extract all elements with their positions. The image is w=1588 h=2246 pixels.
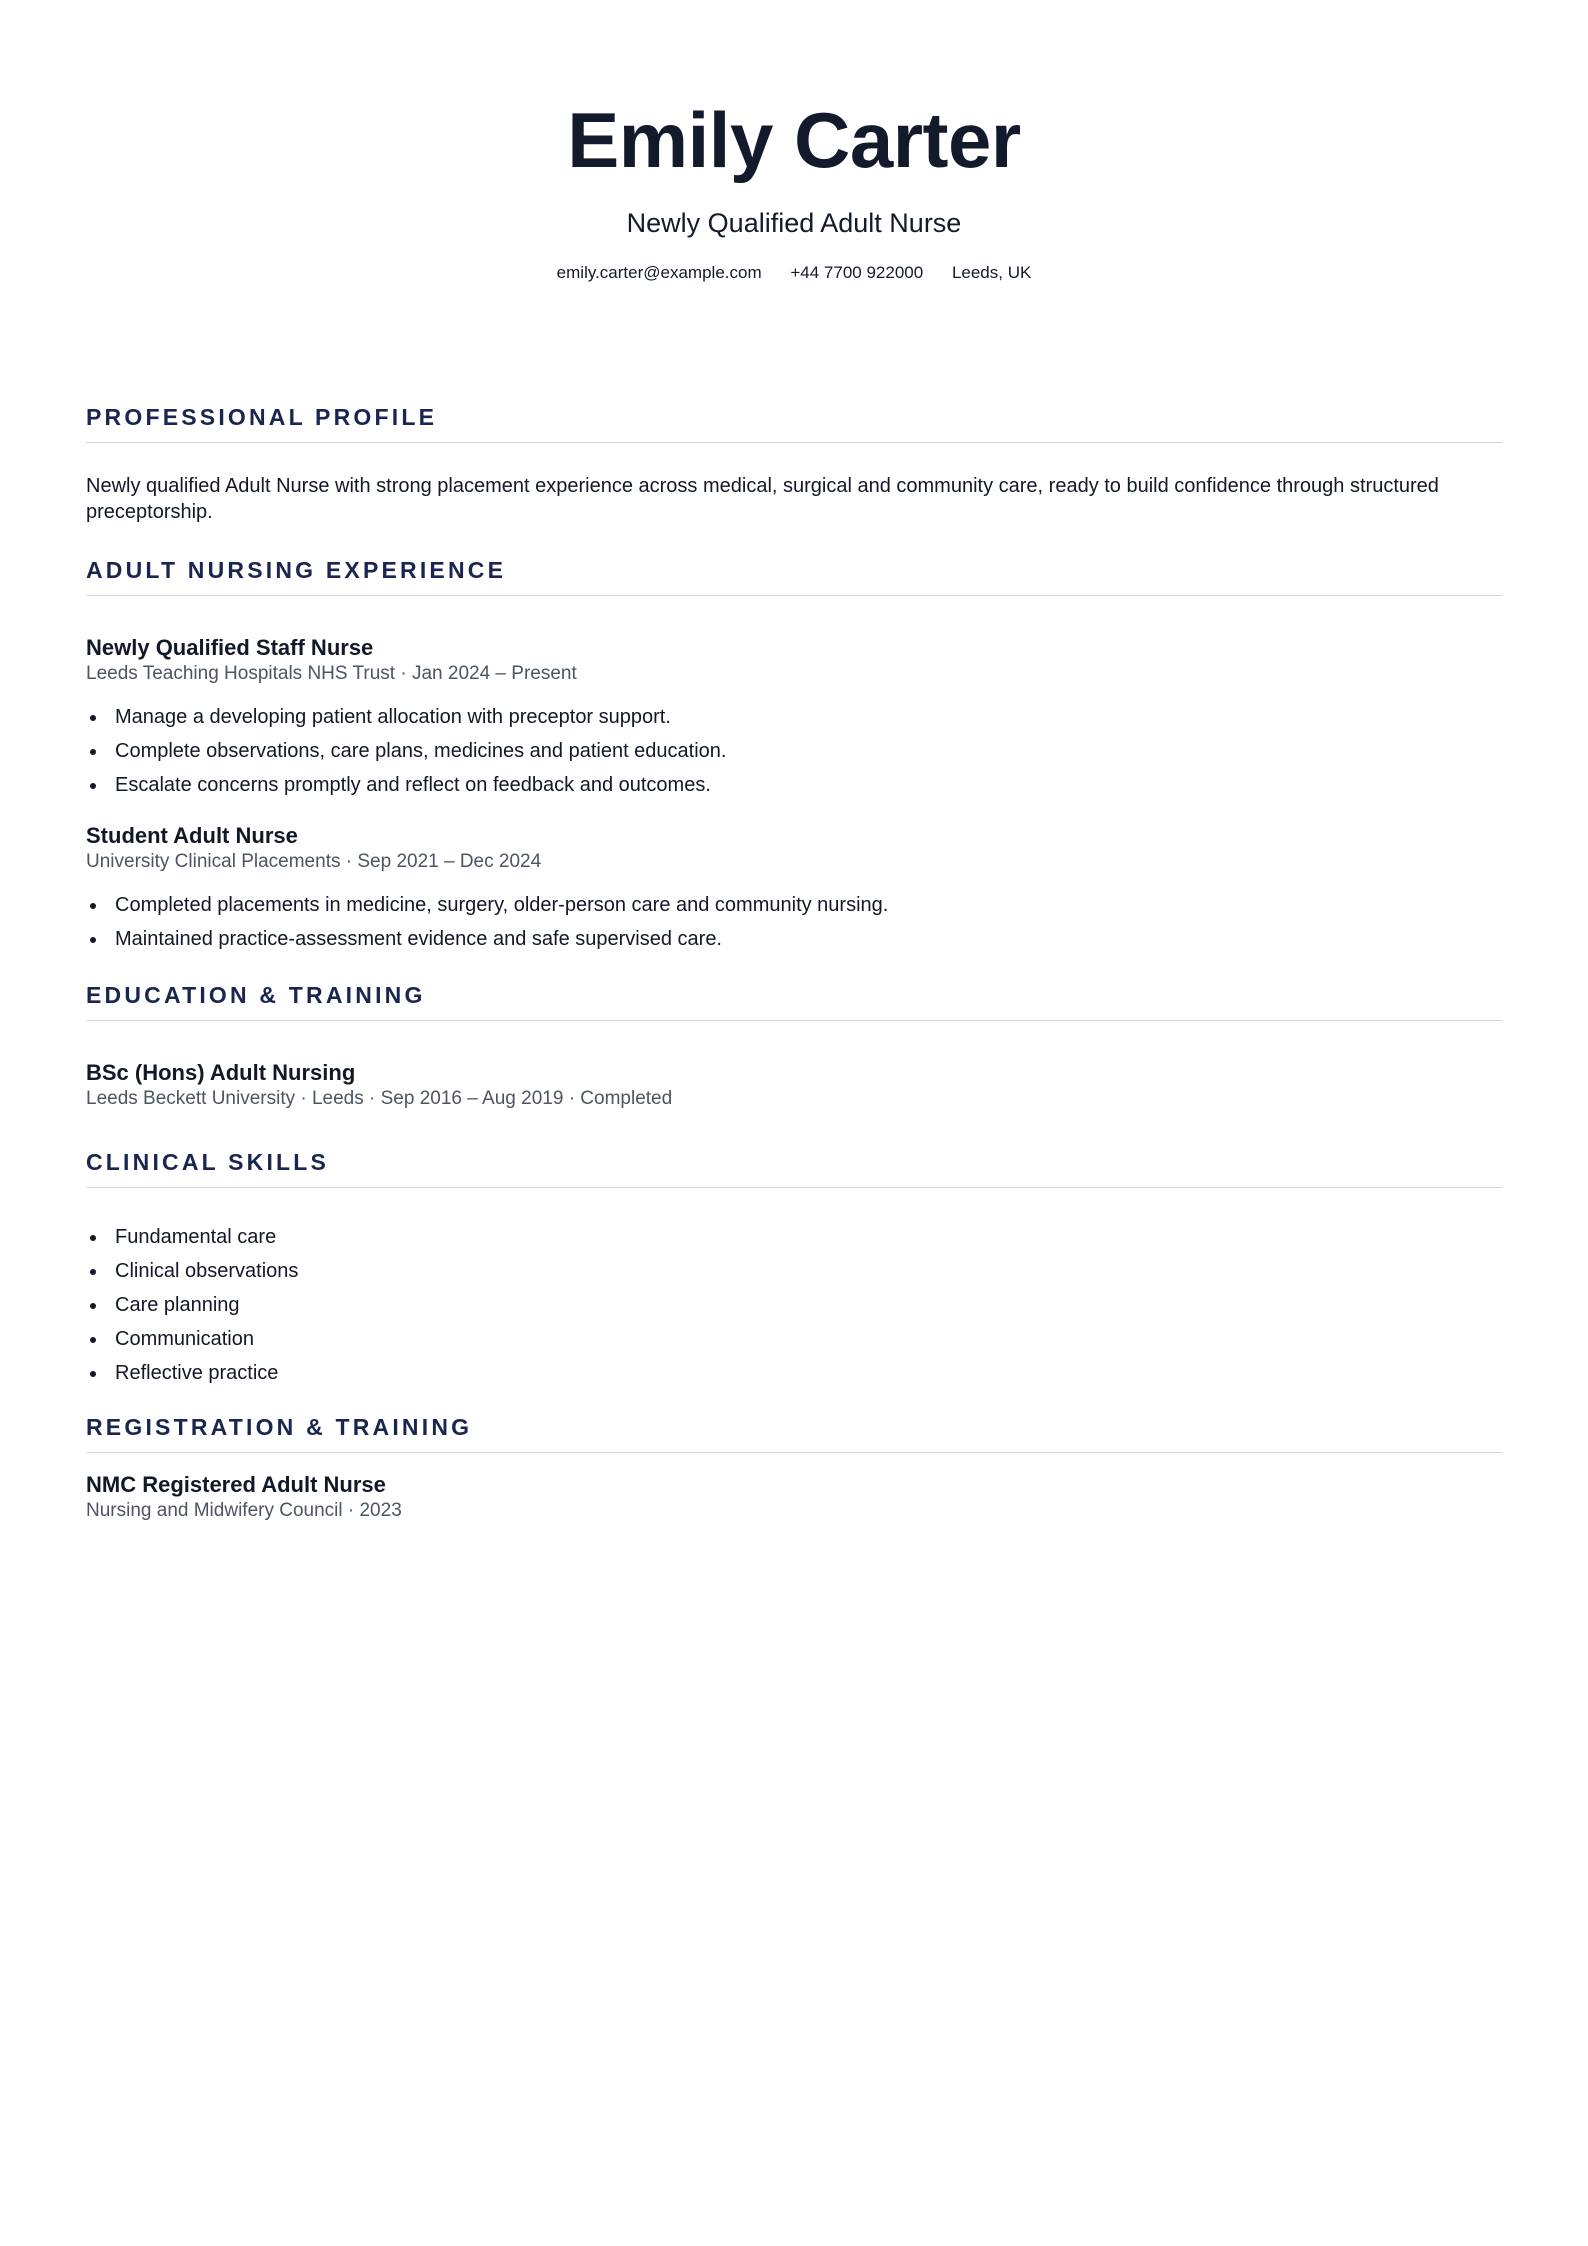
entry-meta: Leeds Teaching Hospitals NHS Trust · Jan 2024 – Present xyxy=(86,663,577,684)
profile-heading: PROFESSIONAL PROFILE xyxy=(86,402,1502,443)
candidate-name: Emily Carter xyxy=(567,96,1021,184)
entry-title: BSc (Hons) Adult Nursing xyxy=(86,1060,356,1085)
profile-summary: Newly qualified Adult Nurse with strong placement experience across medical, surgical and community care, ready to build confidence through structured preceptorship. xyxy=(86,475,1439,523)
bullet-item: Completed placements in medicine, surgery, older-person care and community nursing. xyxy=(115,892,1502,918)
entry-meta: University Clinical Placements · Sep 2021 – Dec 2024 xyxy=(86,851,542,872)
bullet-item: Maintained practice-assessment evidence and safe supervised care. xyxy=(115,926,1502,952)
bullet-item: Manage a developing patient allocation with preceptor support. xyxy=(115,704,1502,730)
resume-header xyxy=(0,92,1588,284)
bullet-item: Escalate concerns promptly and reflect on feedback and outcomes. xyxy=(115,772,1502,798)
experience-section xyxy=(86,555,1502,952)
skill-item: Fundamental care xyxy=(115,1224,1502,1250)
skill-item: Clinical observations xyxy=(115,1258,1502,1284)
entry-title: NMC Registered Adult Nurse xyxy=(86,1472,386,1497)
skill-item: Reflective practice xyxy=(115,1360,1502,1386)
skills-list xyxy=(86,1224,1502,1386)
resume-content xyxy=(86,402,1502,1523)
experience-heading: ADULT NURSING EXPERIENCE xyxy=(86,555,1502,596)
contact-phone: +44 7700 922000 xyxy=(790,263,924,282)
education-heading: EDUCATION & TRAINING xyxy=(86,980,1502,1021)
bullet-item: Complete observations, care plans, medicines and patient education. xyxy=(115,738,1502,764)
profile-section xyxy=(86,402,1502,525)
skills-section xyxy=(86,1147,1502,1386)
skills-heading: CLINICAL SKILLS xyxy=(86,1147,1502,1188)
entry-bullets xyxy=(86,892,1502,952)
experience-entry xyxy=(86,634,1502,798)
registration-entry xyxy=(86,1471,1502,1523)
candidate-headline: Newly Qualified Adult Nurse xyxy=(626,208,962,238)
entry-title: Newly Qualified Staff Nurse xyxy=(86,635,374,660)
entry-title: Student Adult Nurse xyxy=(86,823,298,848)
education-section xyxy=(86,980,1502,1111)
skill-item: Communication xyxy=(115,1326,1502,1352)
entry-meta: Leeds Beckett University · Leeds · Sep 2016 – Aug 2019 · Completed xyxy=(86,1088,673,1109)
registration-heading: REGISTRATION & TRAINING xyxy=(86,1412,1502,1453)
skill-item: Care planning xyxy=(115,1292,1502,1318)
education-entry xyxy=(86,1059,1502,1111)
registration-section xyxy=(86,1412,1502,1523)
experience-entry xyxy=(86,822,1502,952)
contact-location: Leeds, UK xyxy=(951,263,1032,282)
entry-meta: Nursing and Midwifery Council · 2023 xyxy=(86,1500,402,1521)
contact-email: emily.carter@example.com xyxy=(556,263,762,282)
entry-bullets xyxy=(86,704,1502,798)
contact-line xyxy=(0,262,1588,284)
